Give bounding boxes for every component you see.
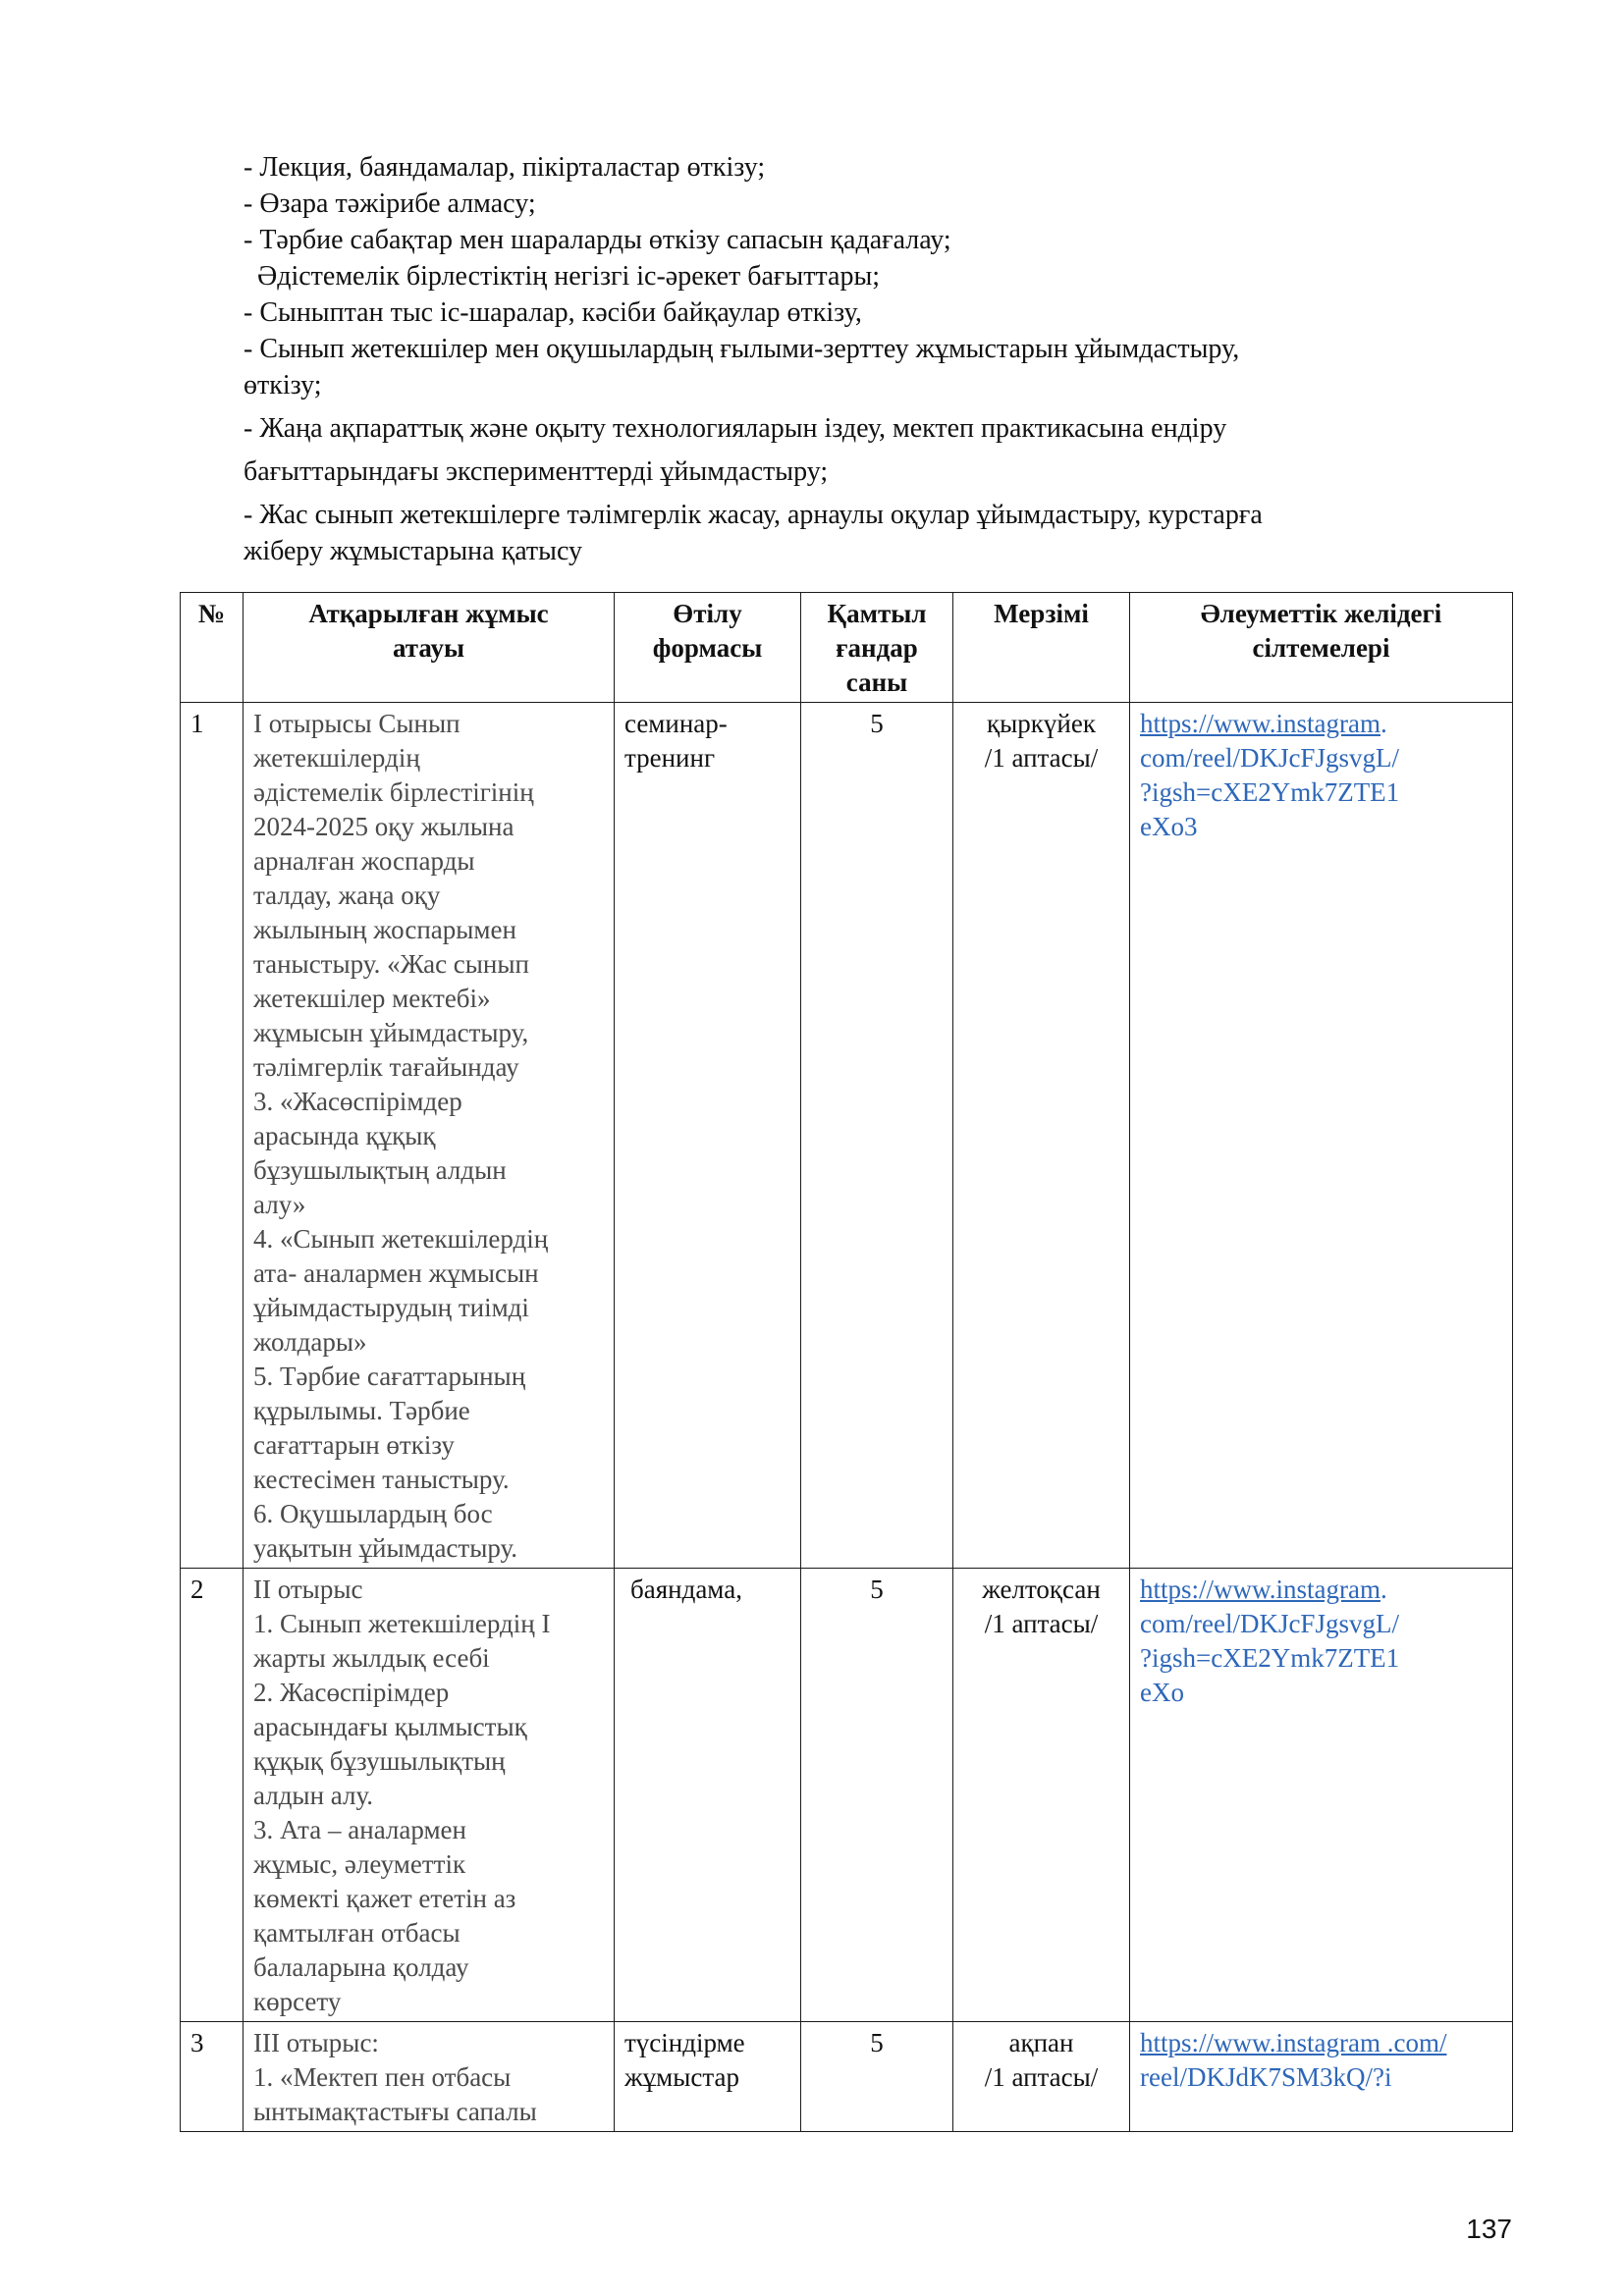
row-title-line: ІІІ отырыс:	[253, 2028, 379, 2057]
header-count	[801, 593, 953, 703]
row-title-line: талдау, жаңа оқу	[253, 881, 441, 910]
social-link-line[interactable]	[1140, 1573, 1502, 1607]
row-form-line: жұмыстар	[624, 2062, 739, 2092]
row-title-line: ұйымдастырудың тиімді	[253, 1293, 529, 1322]
row-title-line: сағаттарын өткізу	[253, 1430, 455, 1460]
header-form	[615, 593, 801, 703]
row-count: 5	[801, 1569, 953, 2022]
row-social-link[interactable]	[1130, 2022, 1513, 2132]
header-count-line: ғандар	[836, 633, 918, 663]
row-title-line: жетекшілердің	[253, 743, 420, 773]
social-link-line[interactable]: com/reel/DKJcFJgsvgL/	[1140, 743, 1399, 773]
row-title-line: жұмыс, әлеуметтік	[253, 1849, 466, 1879]
row-title-line: арасындағы қылмыстық	[253, 1712, 527, 1741]
row-title	[244, 1569, 615, 2022]
table-row	[181, 2022, 1513, 2132]
row-num: 3	[181, 2022, 244, 2132]
row-title-line: құқық бұзушылықтың	[253, 1746, 506, 1776]
row-title-line: алдын алу.	[253, 1781, 374, 1810]
row-num: 2	[181, 1569, 244, 2022]
row-title-line: жарты жылдық есебі	[253, 1643, 490, 1673]
row-title-line: көмекті қажет ететін аз	[253, 1884, 516, 1913]
row-title-line: жолдары»	[253, 1327, 367, 1357]
row-date-line: ақпан	[1008, 2028, 1074, 2057]
row-title-line: жетекшілер мектебі»	[253, 984, 491, 1013]
header-links	[1130, 593, 1513, 703]
intro-line: - Өзара тәжірибе алмасу;	[244, 188, 536, 219]
row-title-line: алу»	[253, 1190, 306, 1219]
header-title	[244, 593, 615, 703]
row-form-line: баяндама,	[630, 1575, 742, 1604]
row-form-line: түсіндірме	[624, 2028, 745, 2057]
row-social-link[interactable]	[1130, 703, 1513, 1569]
intro-line: - Жаңа ақпараттық және оқыту технологияларын іздеу, мектеп практикасына ендіру	[244, 413, 1227, 444]
header-num-label: №	[197, 599, 226, 628]
social-link-line[interactable]	[1140, 707, 1502, 741]
row-title-line: 5. Тәрбие сағаттарының	[253, 1362, 526, 1391]
social-link-line[interactable]: reel/DKJdK7SM3kQ/?i	[1140, 2062, 1392, 2092]
row-date-line: желтоқсан	[982, 1575, 1101, 1604]
header-num	[181, 593, 244, 703]
row-title	[244, 2022, 615, 2132]
intro-line: - Сынып жетекшілер мен оқушылардың ғылыми-зерттеу жұмыстарын ұйымдастыру,	[244, 334, 1240, 364]
header-form-line: Өтілу	[673, 599, 742, 628]
header-title-line: атауы	[392, 633, 465, 663]
row-title-line: арасында құқық	[253, 1121, 436, 1150]
intro-list	[244, 149, 1510, 569]
table-row	[181, 703, 1513, 1569]
row-title-line: тәлімгерлік тағайындау	[253, 1052, 519, 1082]
activities-table	[180, 592, 1513, 2132]
row-title-line: 3. «Жасөспірімдер	[253, 1087, 462, 1116]
intro-line: - Сыныптан тыс іс-шаралар, кәсіби байқаулар өткізу,	[244, 297, 862, 328]
row-title-line: кестесімен таныстыру.	[253, 1465, 510, 1494]
row-title-line: 2024-2025 оқу жылына	[253, 812, 514, 841]
row-num: 1	[181, 703, 244, 1569]
row-date-line: /1 аптасы/	[984, 1609, 1099, 1638]
row-title-line: 3. Ата – аналармен	[253, 1815, 466, 1844]
row-title-line: құрылымы. Тәрбие	[253, 1396, 470, 1425]
intro-line: Әдістемелік бірлестіктің негізгі іс-әрекет бағыттары;	[257, 261, 881, 292]
row-title-line: 6. Оқушылардың бос	[253, 1499, 493, 1528]
row-title-line: уақытын ұйымдастыру.	[253, 1533, 518, 1563]
row-date	[953, 2022, 1130, 2132]
row-title-line: жұмысын ұйымдастыру,	[253, 1018, 529, 1047]
social-link-url[interactable]: https://www.instagram	[1140, 1575, 1380, 1604]
row-date-line: /1 аптасы/	[984, 2062, 1099, 2092]
intro-line: - Жас сынып жетекшілерге тәлімгерлік жасау, арнаулы оқулар ұйымдастыру, курстарға	[244, 500, 1263, 530]
row-title-line: 2. Жасөспірімдер	[253, 1678, 450, 1707]
row-title-line: 4. «Сынып жетекшілердің	[253, 1224, 549, 1254]
header-links-line: сілтемелері	[1252, 633, 1390, 663]
header-links-line: Әлеуметтік желідегі	[1200, 599, 1442, 628]
row-title-line: ІІ отырыс	[253, 1575, 363, 1604]
row-title-line: таныстыру. «Жас сынып	[253, 949, 529, 979]
row-title-line: 1. «Мектеп пен отбасы	[253, 2062, 512, 2092]
header-date	[953, 593, 1130, 703]
row-form	[615, 2022, 801, 2132]
row-title-line: бұзушылықтың алдын	[253, 1155, 507, 1185]
row-title-line: І отырысы Сынып	[253, 709, 460, 738]
header-title-line: Атқарылған жұмыс	[308, 599, 549, 628]
social-link-url[interactable]: https://www.instagram .com/	[1140, 2028, 1447, 2057]
intro-line: - Тәрбие сабақтар мен шараларды өткізу сапасын қадағалау;	[244, 225, 951, 255]
row-title-line: ата- аналармен жұмысын	[253, 1258, 539, 1288]
table-header-row	[181, 593, 1513, 703]
header-form-line: формасы	[652, 633, 763, 663]
row-date	[953, 1569, 1130, 2022]
intro-line: - Лекция, баяндамалар, пікірталастар өткізу;	[244, 152, 766, 183]
row-date	[953, 703, 1130, 1569]
row-title-line: жылының жоспарымен	[253, 915, 516, 944]
row-title-line: көрсету	[253, 1987, 342, 2016]
social-link-url[interactable]: https://www.instagram	[1140, 709, 1380, 738]
row-form	[615, 1569, 801, 2022]
social-link-line[interactable]: eXo3	[1140, 812, 1198, 841]
row-title-line: ынтымақтастығы сапалы	[253, 2097, 537, 2126]
intro-line: бағыттарындағы эксперименттерді ұйымдастыру;	[244, 456, 829, 487]
row-title-line: 1. Сынып жетекшілердің І	[253, 1609, 551, 1638]
row-social-link[interactable]	[1130, 1569, 1513, 2022]
row-title-line: арналған жоспарды	[253, 846, 475, 876]
row-count: 5	[801, 703, 953, 1569]
row-date-line: /1 аптасы/	[984, 743, 1099, 773]
page-number: 137	[1466, 2214, 1512, 2244]
table-row	[181, 1569, 1513, 2022]
social-link-line[interactable]: eXo	[1140, 1678, 1184, 1707]
row-form-line: тренинг	[624, 743, 716, 773]
header-count-line: Қамтыл	[827, 599, 927, 628]
row-count: 5	[801, 2022, 953, 2132]
social-link-text[interactable]: .	[1380, 1575, 1387, 1604]
header-date-label: Мерзімі	[994, 599, 1089, 628]
social-link-text[interactable]: .	[1380, 709, 1387, 738]
social-link-line[interactable]: ?igsh=cXE2Ymk7ZTE1	[1140, 777, 1400, 807]
row-form	[615, 703, 801, 1569]
row-title-line: балаларына қолдау	[253, 1952, 469, 1982]
row-title-line: қамтылған отбасы	[253, 1918, 460, 1948]
social-link-line[interactable]	[1140, 2026, 1502, 2060]
intro-line: өткізу;	[244, 370, 322, 400]
social-link-line[interactable]: com/reel/DKJcFJgsvgL/	[1140, 1609, 1399, 1638]
row-form-line: семинар-	[624, 709, 728, 738]
intro-line: жіберу жұмыстарына қатысу	[244, 536, 583, 566]
row-title	[244, 703, 615, 1569]
social-link-line[interactable]: ?igsh=cXE2Ymk7ZTE1	[1140, 1643, 1400, 1673]
header-count-line: саны	[845, 667, 908, 697]
row-title-line: әдістемелік бірлестігінің	[253, 777, 534, 807]
row-date-line: қыркүйек	[987, 709, 1096, 738]
